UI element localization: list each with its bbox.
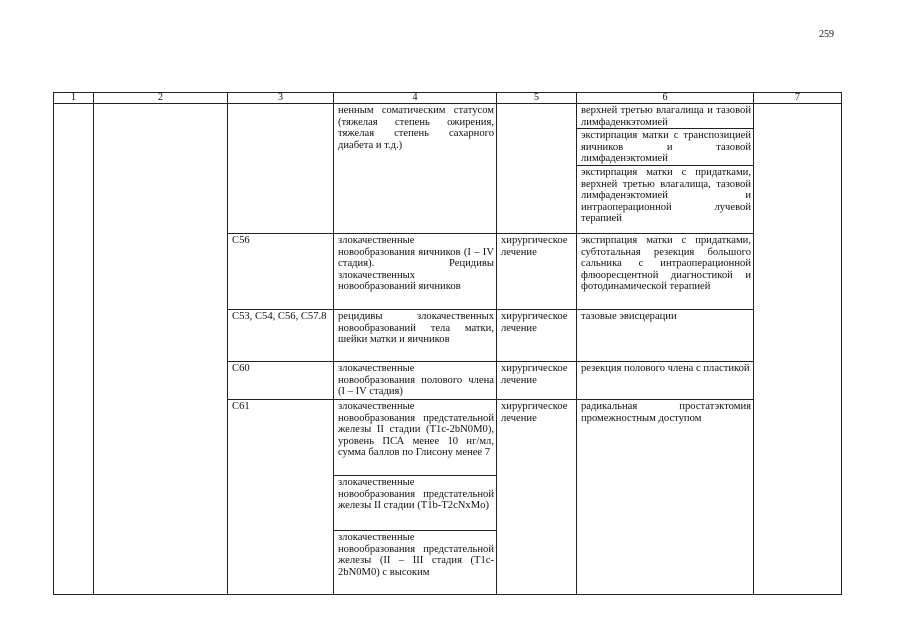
treatment-cell: хирургическое лечение <box>497 362 577 400</box>
method-cell: экстирпация матки с придатками, субтотальная резекция большого сальника с интраоперационной флюоресцентной диагностикой и фотодинамической терапией <box>577 234 754 310</box>
treatment-cell: хирургическое лечение <box>497 400 577 595</box>
empty-cell <box>754 104 842 595</box>
column-header: 4 <box>334 93 497 104</box>
diagnosis-cell: злокачественные новообразования предстательной железы (II – III стадия (T1c-2bN0M0) с высоким <box>334 531 497 595</box>
diagnosis-cell: злокачественные новообразования яичников (I – IV стадия). Рецидивы злокачественных новообразований яичников <box>334 234 497 310</box>
method-cell: экстирпация матки с транспозицией яичников и тазовой лимфаденэктомией <box>577 129 754 166</box>
method-cell: тазовые эвисцерации <box>577 310 754 362</box>
code-cell: C56 <box>228 234 334 310</box>
treatment-cell: хирургическое лечение <box>497 310 577 362</box>
treatment-table <box>53 92 842 595</box>
diagnosis-cell: злокачественные новообразования полового члена (I – IV стадия) <box>334 362 497 400</box>
column-number-row <box>54 93 842 104</box>
treatment-cell: хирургическое лечение <box>497 234 577 310</box>
method-cell: экстирпация матки с придатками, верхней третью влагалища, тазовой лимфаденэктомией и интраоперационной лучевой терапией <box>577 166 754 234</box>
empty-cell <box>94 104 228 595</box>
column-header: 7 <box>754 93 842 104</box>
method-cell: резекция полового члена с пластикой <box>577 362 754 400</box>
column-header: 2 <box>94 93 228 104</box>
page-number: 259 <box>819 29 834 40</box>
column-header: 5 <box>497 93 577 104</box>
column-header: 1 <box>54 93 94 104</box>
column-header: 3 <box>228 93 334 104</box>
diagnosis-cell: злокачественные новообразования предстательной железы II стадии (T1b-T2cNxMo) <box>334 476 497 531</box>
treatment-cell <box>497 104 577 234</box>
code-cell: C60 <box>228 362 334 400</box>
diagnosis-cell: рецидивы злокачественных новообразований тела матки, шейки матки и яичников <box>334 310 497 362</box>
table-row <box>54 104 842 129</box>
method-cell: радикальная простатэктомия промежностным доступом <box>577 400 754 595</box>
diagnosis-cell: ненным соматическим статусом (тяжелая степень ожирения, тяжелая степень сахарного диабета и т.д.) <box>334 104 497 234</box>
empty-cell <box>54 104 94 595</box>
code-cell <box>228 104 334 234</box>
column-header: 6 <box>577 93 754 104</box>
method-cell: верхней третью влагалища и тазовой лимфаденкэтомией <box>577 104 754 129</box>
code-cell: C61 <box>228 400 334 595</box>
code-cell: C53, C54, C56, C57.8 <box>228 310 334 362</box>
diagnosis-cell: злокачественные новообразования предстательной железы II стадии (T1c-2bN0M0), уровень ПСА менее 10 нг/мл, сумма баллов по Глисону менее 7 <box>334 400 497 476</box>
